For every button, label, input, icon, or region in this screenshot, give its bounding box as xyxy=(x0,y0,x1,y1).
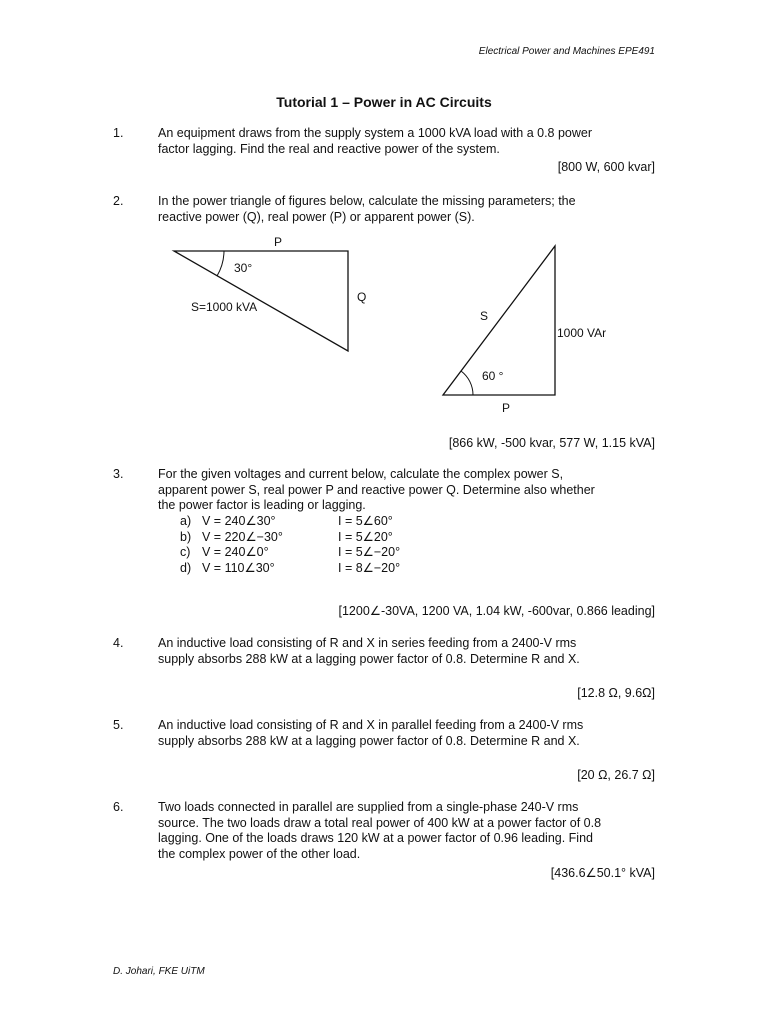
sub-item-voltage: V = 110∠30° xyxy=(202,560,275,575)
power-triangle-figures xyxy=(0,0,768,440)
question-line: An inductive load consisting of R and X in series feeding from a 2400-V rms xyxy=(158,636,577,650)
question-line: In the power triangle of figures below, calculate the missing parameters; the xyxy=(158,194,576,208)
label-angle-2: 60 ° xyxy=(482,369,504,383)
question-line: For the given voltages and current below, calculate the complex power S, xyxy=(158,467,564,481)
label-s-2: S xyxy=(480,309,489,323)
label-p-2: P xyxy=(502,401,511,415)
sub-item-voltage: V = 240∠0° xyxy=(202,545,269,559)
sub-item-list xyxy=(180,514,400,576)
question-line: lagging. One of the loads draws 120 kW at a power factor of 0.96 leading. Find xyxy=(158,831,593,845)
question-number: 6. xyxy=(113,800,124,814)
answer: [866 kW, -500 kvar, 577 W, 1.15 kVA] xyxy=(448,436,655,450)
document-footer: D. Johari, FKE UiTM xyxy=(113,966,205,977)
sub-item-current: I = 5∠60° xyxy=(338,514,393,528)
sub-item xyxy=(180,545,400,561)
question-text xyxy=(158,467,656,514)
question-line: supply absorbs 288 kW at a lagging power factor of 0.8. Determine R and X. xyxy=(158,651,580,666)
answer: [1200∠-30VA, 1200 VA, 1.04 kW, -600var, 0.866 leading] xyxy=(338,604,655,618)
label-q-1: Q xyxy=(357,290,367,304)
question-number: 2. xyxy=(113,194,124,208)
question-line: reactive power (Q), real power (P) or apparent power (S). xyxy=(158,209,475,224)
question-line: An inductive load consisting of R and X in parallel feeding from a 2400-V rms xyxy=(158,718,584,732)
question-text xyxy=(158,800,656,862)
label-p-1: P xyxy=(274,235,283,249)
question-number: 5. xyxy=(113,718,124,732)
answer: [20 Ω, 26.7 Ω] xyxy=(577,768,655,782)
angle-arc-1 xyxy=(217,251,224,276)
label-angle-1: 30° xyxy=(234,261,253,275)
page-title: Tutorial 1 – Power in AC Circuits xyxy=(276,94,492,110)
sub-item-voltage: V = 240∠30° xyxy=(202,514,276,528)
answer: [12.8 Ω, 9.6Ω] xyxy=(577,686,655,700)
sub-item-voltage: V = 220∠−30° xyxy=(202,529,283,544)
sub-item-label: a) xyxy=(180,514,192,528)
question-line: factor lagging. Find the real and reactive power of the system. xyxy=(158,141,500,156)
power-triangle-1 xyxy=(174,235,366,351)
document-header: Electrical Power and Machines EPE491 xyxy=(478,46,655,57)
question-number: 4. xyxy=(113,636,124,650)
question-line: the complex power of the other load. xyxy=(158,846,361,861)
question-line: supply absorbs 288 kW at a lagging power factor of 0.8. Determine R and X. xyxy=(158,733,580,748)
question-line: apparent power S, real power P and reactive power Q. Determine also whether xyxy=(158,482,595,497)
sub-item-label: c) xyxy=(180,545,191,559)
question-line: Two loads connected in parallel are supplied from a single-phase 240-V rms xyxy=(158,800,579,814)
sub-item-current: I = 5∠−20° xyxy=(338,545,401,559)
question-line: the power factor is leading or lagging. xyxy=(158,498,366,512)
answer: [800 W, 600 kvar] xyxy=(557,160,655,174)
label-s-1: S=1000 kVA xyxy=(191,300,258,314)
sub-item xyxy=(180,561,400,577)
question-text xyxy=(158,636,656,667)
sub-item xyxy=(180,514,400,530)
power-triangle-2 xyxy=(443,246,606,415)
question-number: 3. xyxy=(113,467,124,481)
question-line: source. The two loads draw a total real power of 400 kW at a power factor of 0.8 xyxy=(158,815,602,830)
sub-item-current: I = 8∠−20° xyxy=(338,560,401,575)
question-text xyxy=(158,718,656,749)
question-line: An equipment draws from the supply system a 1000 kVA load with a 0.8 power xyxy=(158,126,593,140)
angle-arc-2 xyxy=(461,371,473,395)
sub-item xyxy=(180,530,400,546)
sub-item-current: I = 5∠20° xyxy=(338,529,393,544)
label-q-2: 1000 VAr xyxy=(557,326,607,340)
sub-item-label: d) xyxy=(180,560,192,575)
answer: [436.6∠50.1° kVA] xyxy=(550,866,655,880)
question-number: 1. xyxy=(113,126,124,140)
sub-item-label: b) xyxy=(180,529,192,544)
